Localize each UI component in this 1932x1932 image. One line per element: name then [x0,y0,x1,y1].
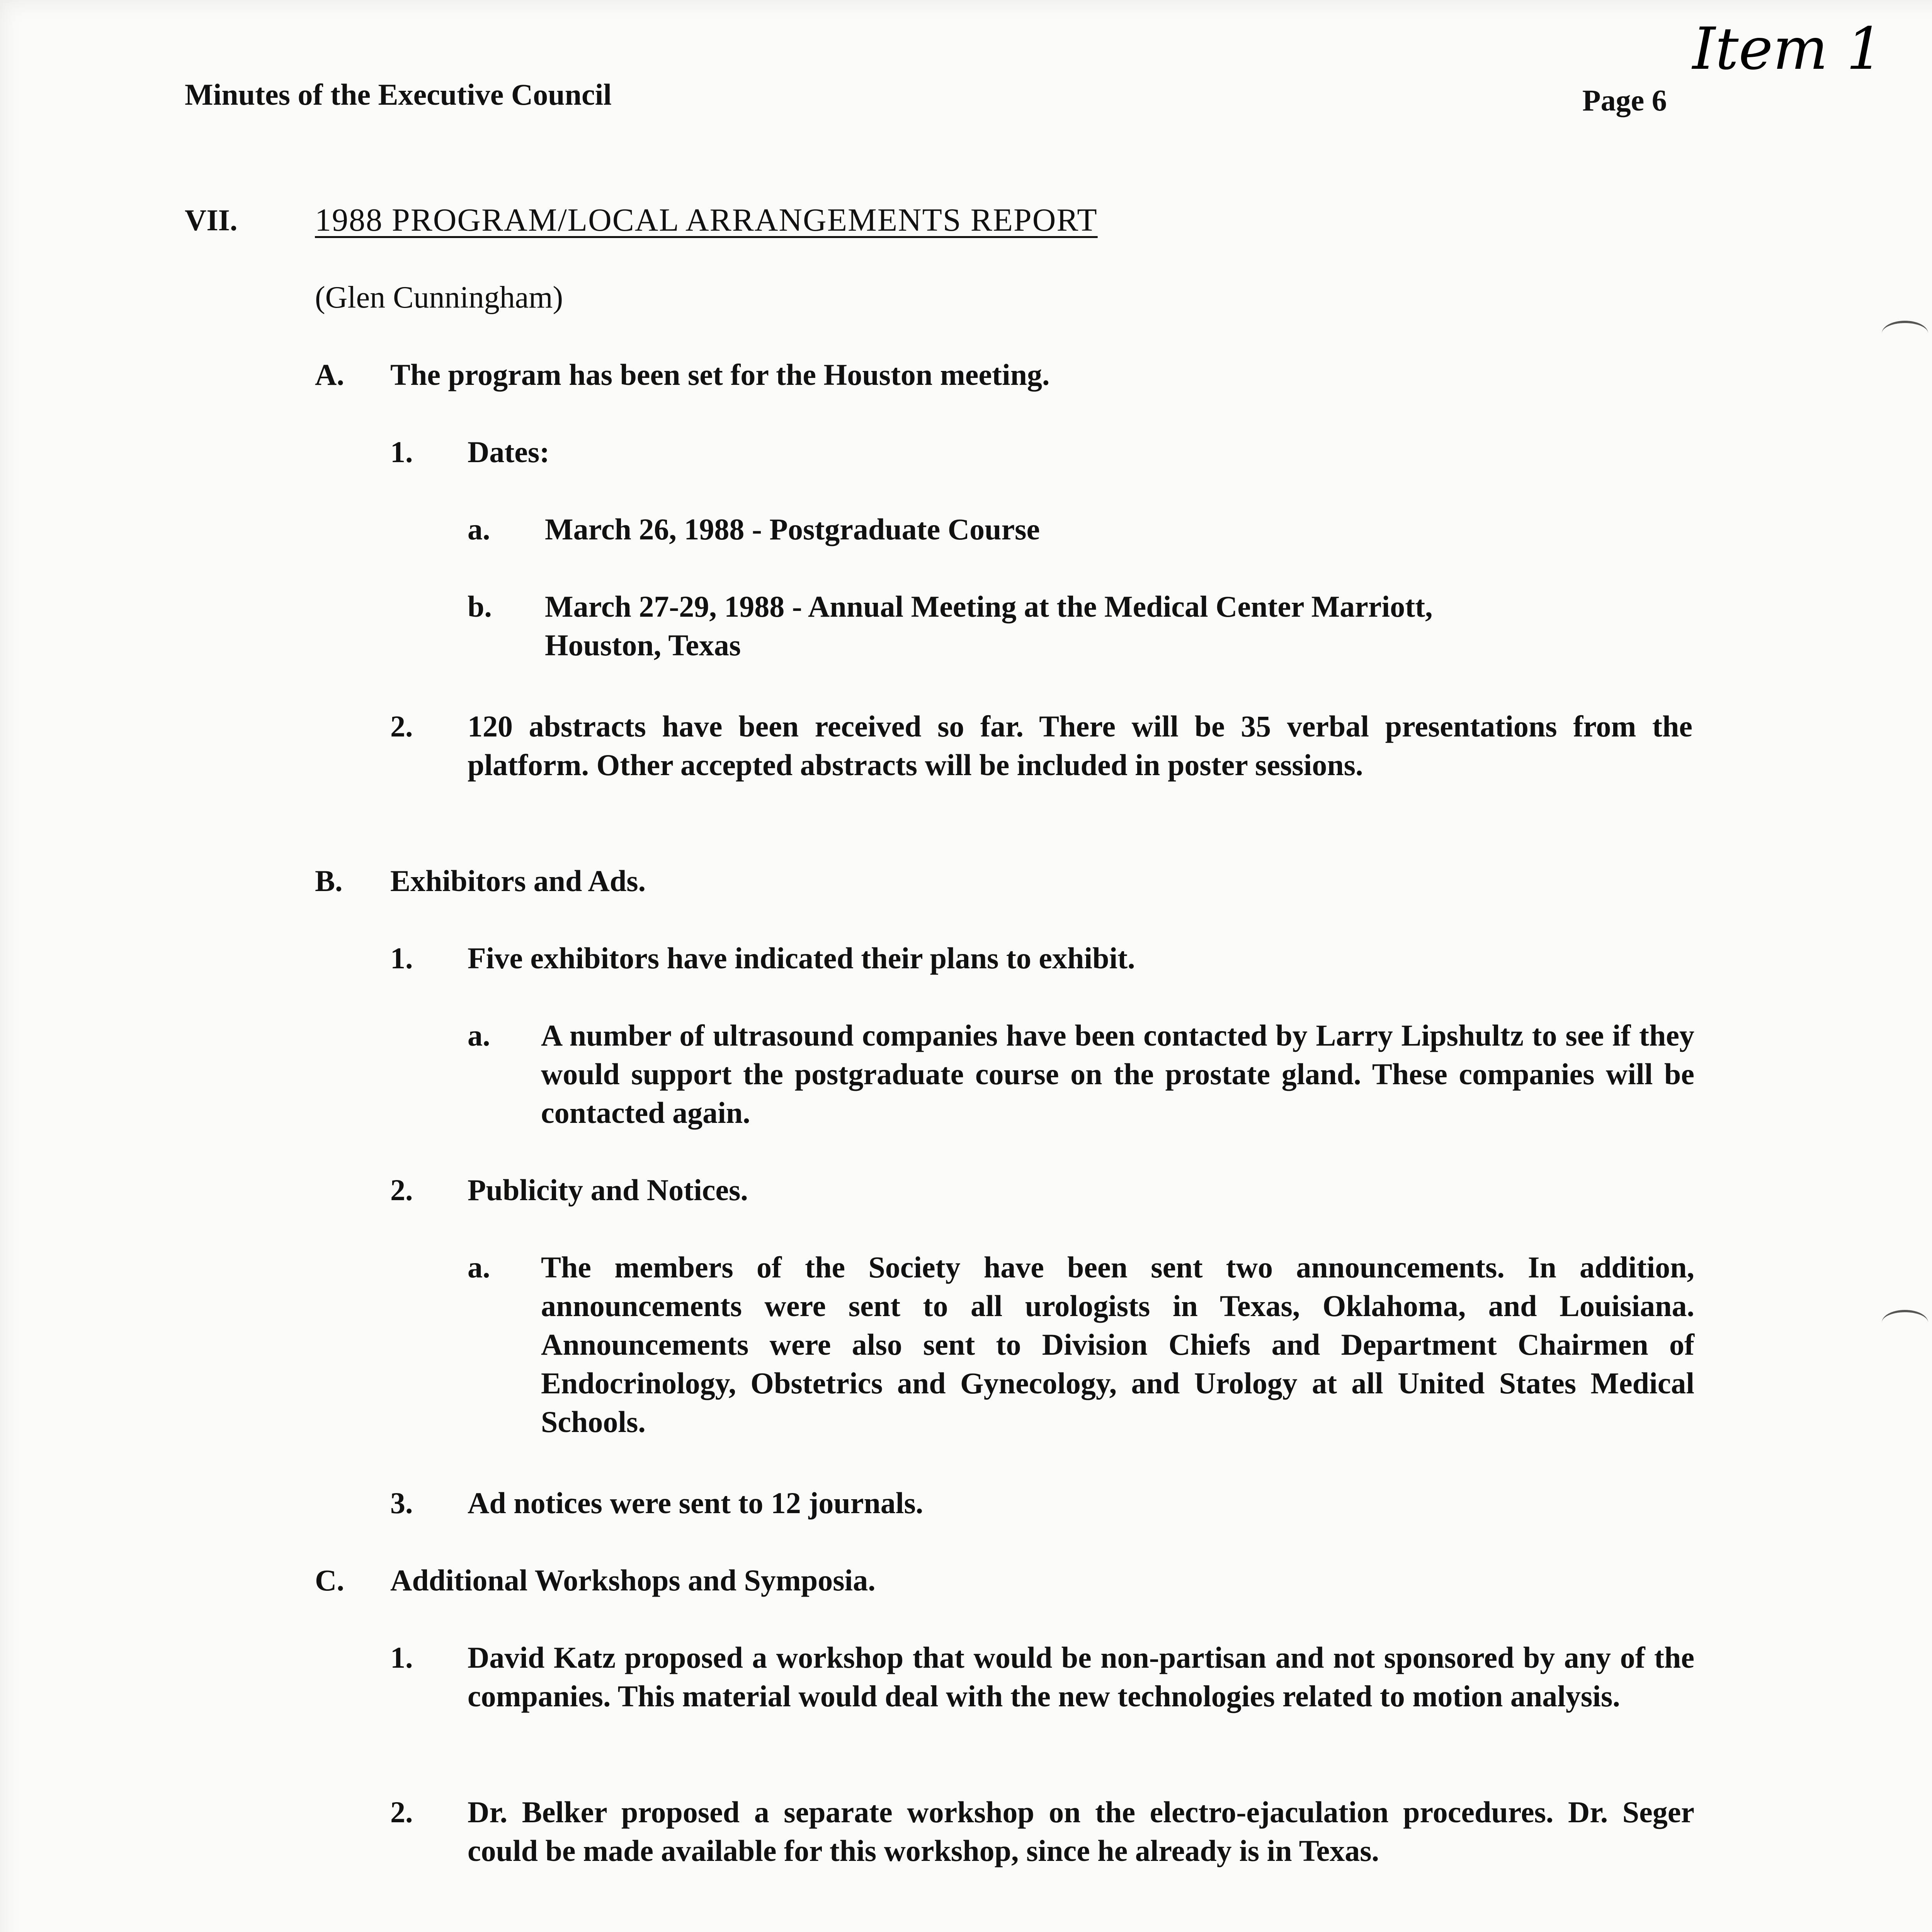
subsection-b-text: Exhibitors and Ads. [390,864,646,898]
a-item-1-label: Dates: [468,435,550,469]
b-item-2-number: 2. [390,1173,413,1207]
binder-hole-mark [1882,1310,1928,1335]
b-item-1a-letter: a. [468,1019,490,1052]
b-item-2-text: Publicity and Notices. [468,1173,748,1207]
a-item-1b-letter: b. [468,590,492,623]
b-item-2a-letter: a. [468,1250,490,1284]
a-item-2-number: 2. [390,709,413,743]
b-item-1-number: 1. [390,941,413,975]
b-item-3-text: Ad notices were sent to 12 journals. [468,1486,923,1520]
section-numeral: VII. [185,203,238,237]
c-item-1-text: David Katz proposed a workshop that would be non-partisan and not sponsored by any of the companies. This material would deal with the new technologies related to motion analysis. [468,1641,1694,1713]
subsection-a-letter: A. [315,358,344,391]
b-item-2a-text: The members of the Society have been sent two announcements. In addition, announcements were sent to all urologists in Texas, Oklahoma, and Louisiana. Announcements were also sent to Division Chiefs and Department Chairmen of Endocrinology, Obstetrics and Gynecology, and Urology at all United States Medical Schools. [541,1250,1694,1439]
page-number: Page 6 [1582,83,1667,117]
b-item-1-text: Five exhibitors have indicated their plans to exhibit. [468,941,1135,975]
subsection-b-letter: B. [315,864,343,898]
subsection-c-letter: C. [315,1563,344,1597]
subsection-a-text: The program has been set for the Houston meeting. [390,358,1050,391]
a-item-1a-text: March 26, 1988 - Postgraduate Course [545,512,1040,546]
a-item-1b-line1: March 27-29, 1988 - Annual Meeting at the Medical Center Marriott, [545,590,1433,623]
b-item-3-number: 3. [390,1486,413,1520]
binder-hole-mark [1882,321,1928,346]
section-title: 1988 PROGRAM/LOCAL ARRANGEMENTS REPORT [315,202,1098,238]
c-item-2-number: 2. [390,1795,413,1829]
a-item-2-text: 120 abstracts have been received so far. There will be 35 verbal presentations from the platform. Other accepted abstracts will be included in poster sessions. [468,709,1692,782]
c-item-2-text: Dr. Belker proposed a separate workshop on the electro-ejaculation procedures. Dr. Seger could be made available for this workshop, since he already is in Texas. [468,1795,1694,1867]
document-header-title: Minutes of the Executive Council [185,78,612,111]
a-item-1a-letter: a. [468,512,490,546]
section-presenter: (Glen Cunningham) [315,281,563,315]
a-item-1b-line2: Houston, Texas [545,628,741,662]
b-item-1a-text: A number of ultrasound companies have been contacted by Larry Lipshultz to see if they would support the postgraduate course on the prostate gland. These companies will be contacted again. [541,1019,1694,1129]
subsection-c-text: Additional Workshops and Symposia. [390,1563,876,1597]
c-item-1-number: 1. [390,1641,413,1674]
handwritten-annotation: Item 1 [1692,15,1883,83]
a-item-1-number: 1. [390,435,413,469]
